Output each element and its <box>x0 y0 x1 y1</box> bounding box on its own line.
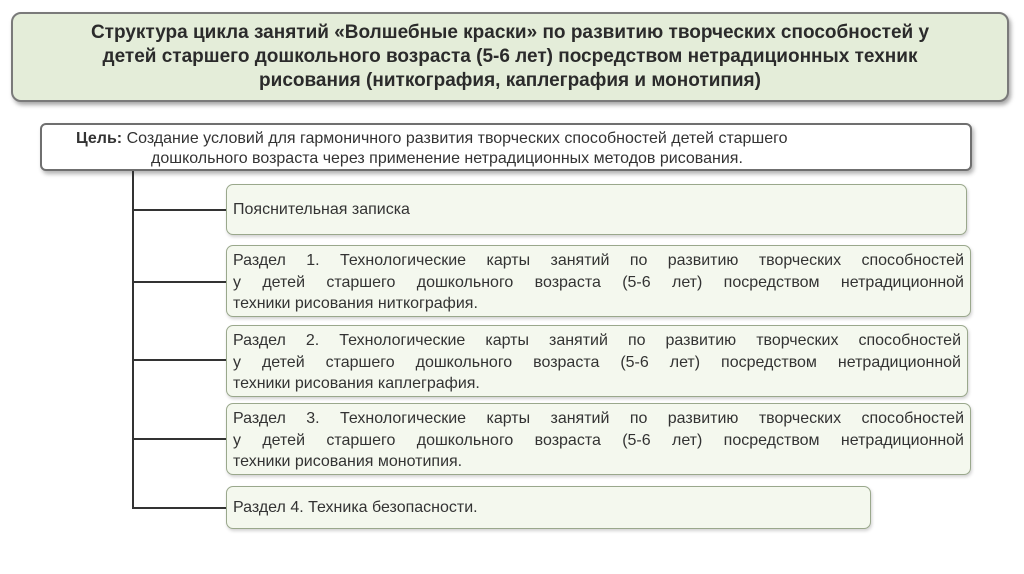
branch-connector-3 <box>132 359 226 361</box>
title-line-1: Структура цикла занятий «Волшебные краски» по развитию творческих способностей у <box>90 22 930 43</box>
item-2-line-2: у детей старшего дошкольного возраста (5-6 лет) посредством нетрадиционной <box>233 273 964 291</box>
goal-line-1 <box>76 129 958 149</box>
branch-connector-5 <box>132 507 226 509</box>
item-section-4 <box>226 486 871 529</box>
item-3-line-2: у детей старшего дошкольного возраста (5-6 лет) посредством нетрадиционной <box>233 353 961 371</box>
trunk-connector <box>132 171 134 508</box>
item-2-line-3: техники рисования ниткография. <box>233 295 478 312</box>
branch-connector-2 <box>132 281 226 283</box>
item-section-3 <box>226 403 971 475</box>
goal-text-1: Создание условий для гармоничного развития творческих способностей детей старшего <box>126 130 788 147</box>
branch-connector-4 <box>132 438 226 440</box>
goal-text-2: дошкольного возраста через применение нетрадиционных методов рисования. <box>151 150 743 167</box>
title-line-2: детей старшего дошкольного возраста (5-6 лет) посредством нетрадиционных техник <box>102 46 918 67</box>
item-4-line-3: техники рисования монотипия. <box>233 453 463 470</box>
item-5-line-1: Раздел 4. Техника безопасности. <box>233 498 478 516</box>
title-box <box>11 12 1009 102</box>
diagram-title <box>91 21 929 93</box>
goal-label: Цель: <box>76 130 123 147</box>
item-explanatory-note <box>226 184 967 235</box>
item-2-line-1: Раздел 1. Технологические карты занятий по развитию творческих способностей <box>233 252 964 269</box>
title-line-3: рисования (ниткография, каплеграфия и монотипия) <box>259 70 761 91</box>
item-3-line-3: техники рисования каплеграфия. <box>233 375 480 392</box>
branch-connector-1 <box>132 209 226 211</box>
item-4-line-1: Раздел 3. Технологические карты занятий по развитию творческих способностей <box>233 410 964 427</box>
item-4-line-2: у детей старшего дошкольного возраста (5-6 лет) посредством нетрадиционной <box>233 431 964 449</box>
item-section-1 <box>226 245 971 317</box>
item-3-line-1: Раздел 2. Технологические карты занятий по развитию творческих способностей <box>233 332 961 349</box>
item-section-2 <box>226 325 968 397</box>
item-1-line-1: Пояснительная записка <box>233 200 410 218</box>
goal-box <box>40 123 972 171</box>
